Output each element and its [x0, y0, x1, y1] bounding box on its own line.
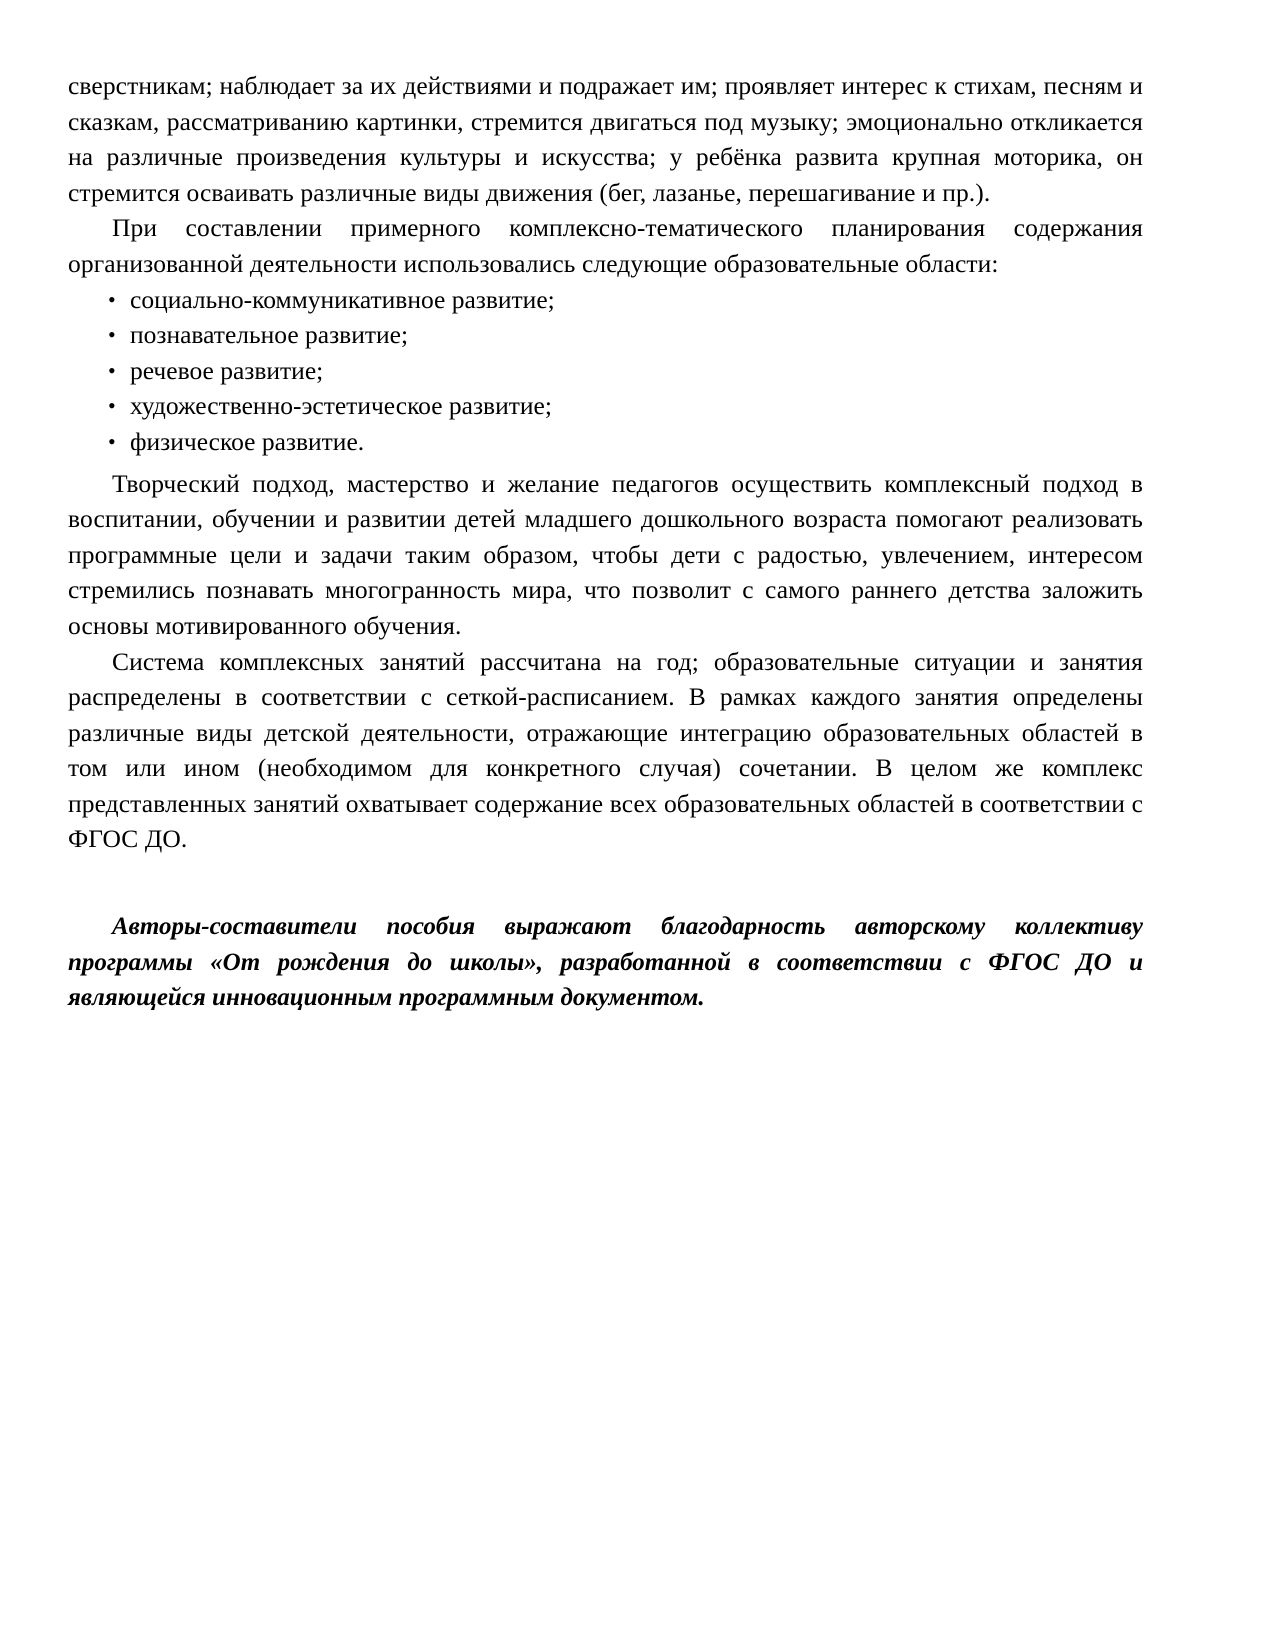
list-item	[68, 353, 1143, 389]
list-item-label: речевое развитие;	[130, 355, 324, 385]
paragraph-continued-intro: сверстникам; наблюдает за их действиями и подражает им; проявляет интерес к стихам, песням и сказкам, рассматриванию картинки, стремится двигаться под музыку; эмоционально откликается на различные произведения культуры и искусства; у ребёнка развита крупная моторика, он стремится осваивать различные виды движения (бег, лазанье, перешагивание и пр.).	[68, 71, 1143, 207]
list-item	[68, 388, 1143, 424]
spacer	[68, 857, 1143, 909]
list-item-label: социально-коммуникативное развитие;	[130, 284, 555, 314]
list-item	[68, 317, 1143, 353]
paragraph-system-description: Система комплексных занятий рассчитана на год; образовательные ситуации и занятия распределены в соответствии с сеткой-расписанием. В рамках каждого занятия определены различные виды детской деятельности, отражающие интеграцию образовательных областей в том или ином (необходимом для конкретного случая) сочетании. В целом же комплекс представленных занятий охватывает содержание всех образовательных областей в соответствии с ФГОС ДО.	[68, 646, 1143, 854]
list-item-label: физическое развитие.	[130, 426, 365, 456]
bullet-icon: •	[108, 357, 116, 383]
bullet-icon: •	[108, 393, 116, 419]
list-item	[68, 282, 1143, 318]
paragraph-planning-intro: При составлении примерного комплексно-тематического планирования содержания организованной деятельности использовались следующие образовательные области:	[68, 213, 1143, 278]
list-item-label: познавательное развитие;	[130, 320, 409, 350]
bullet-icon: •	[108, 428, 116, 454]
paragraph-creative-approach: Творческий подход, мастерство и желание педагогов осуществить комплексный подход в воспитании, обучении и развитии детей младшего дошкольного возраста помогают реализовать программные цели и задачи таким образом, чтобы дети с радостью, увлечением, интересом стремились познавать многогранность мира, что позволит с самого раннего детства заложить основы мотивированного обучения.	[68, 468, 1143, 640]
list-item	[68, 424, 1143, 460]
paragraph-acknowledgement: Авторы-составители пособия выражают благодарность авторскому коллективу программы «От рождения до школы», разработанной в соответствии с ФГОС ДО и являющейся инновационным программным документом.	[68, 913, 1143, 1012]
educational-areas-list	[68, 282, 1143, 460]
bullet-icon: •	[108, 322, 116, 348]
page-content	[68, 68, 1143, 1016]
bullet-icon: •	[108, 286, 116, 312]
list-item-label: художественно-эстетическое развитие;	[130, 391, 552, 421]
